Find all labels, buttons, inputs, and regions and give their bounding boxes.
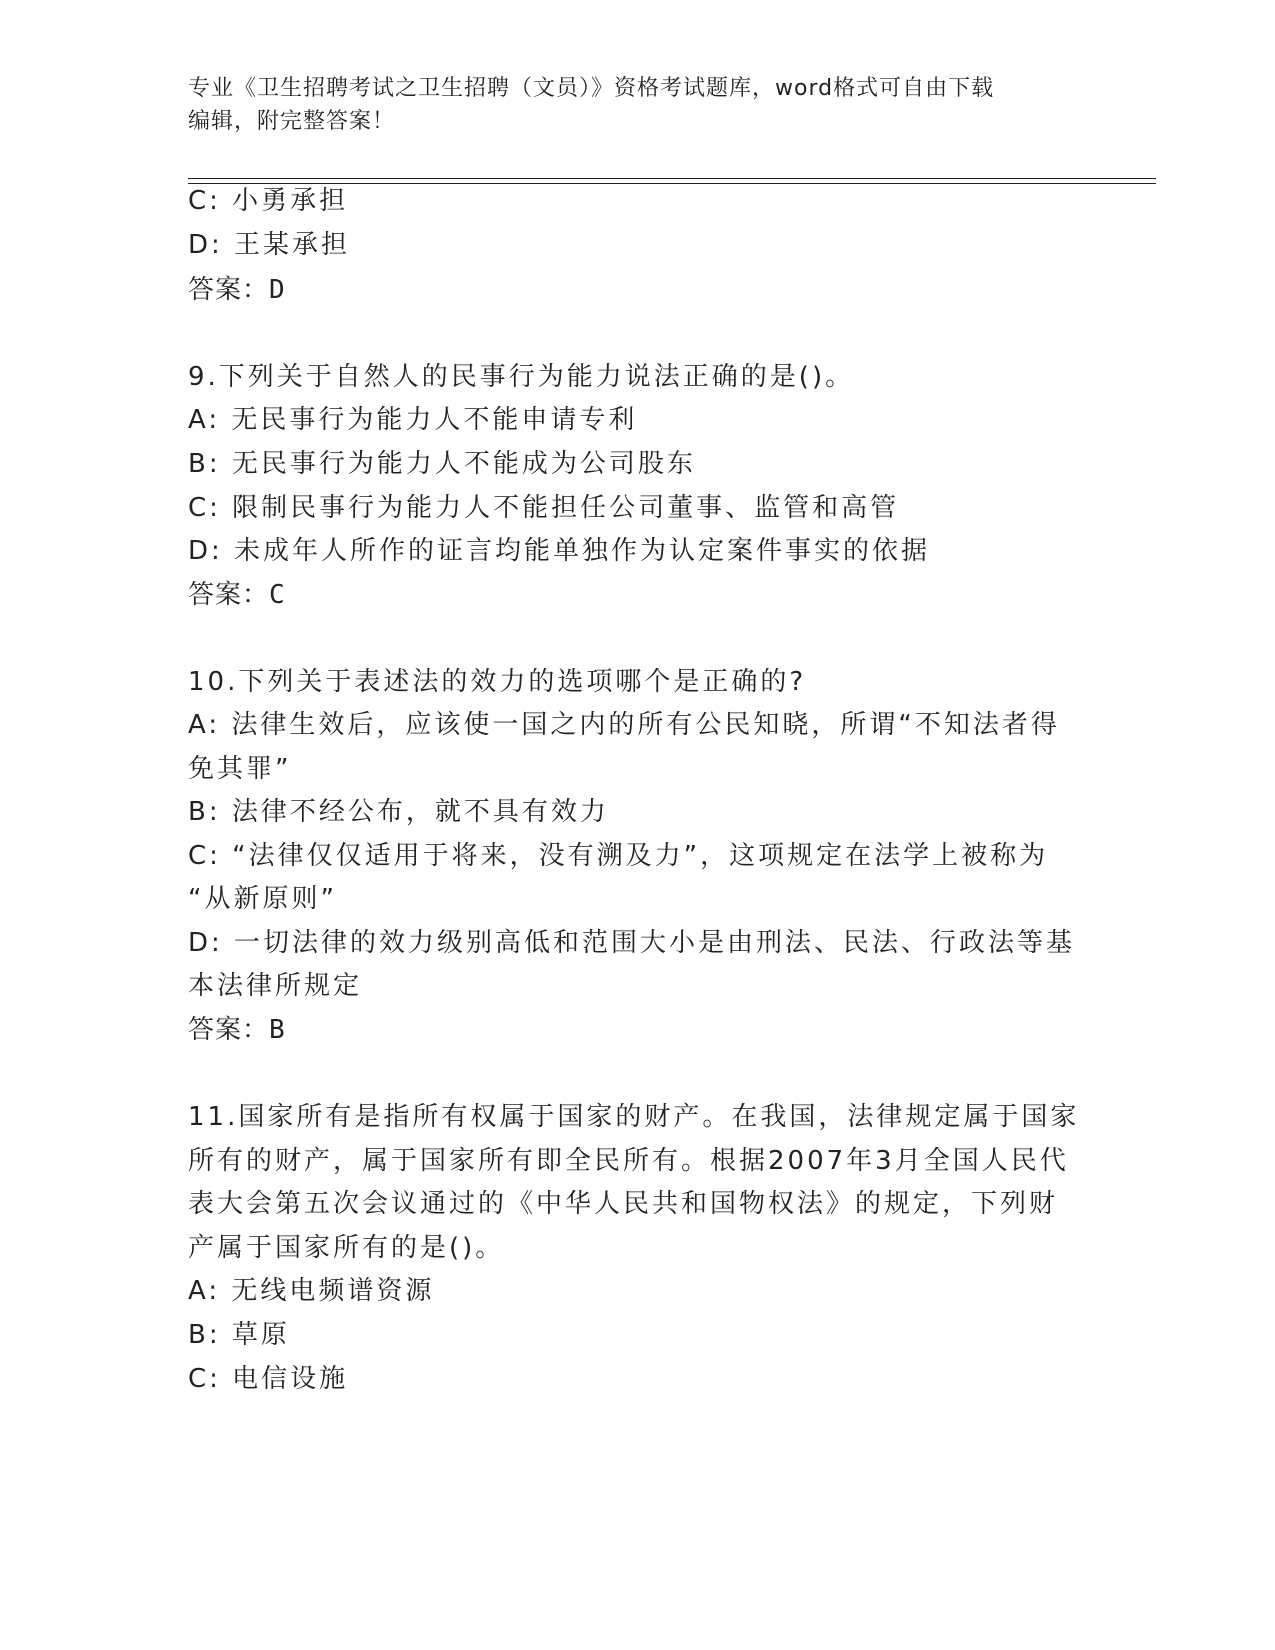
q10-option-c-line-1: C: “法律仅仅适用于将来，没有溯及力”，这项规定在法学上被称为: [188, 841, 1049, 871]
q10-option-b: B: 法律不经公布，就不具有效力: [188, 797, 609, 827]
q10-option-a-line-1: A: 法律生效后，应该使一国之内的所有公民知晓，所谓“不知法者得: [188, 710, 1060, 740]
q9-answer-value: C: [269, 580, 286, 610]
q11-option-a: A: 无线电频谱资源: [188, 1276, 435, 1306]
document-header: [188, 72, 1068, 138]
q8-option-c: C: 小勇承担: [188, 186, 349, 216]
q9-question: 9.下列关于自然人的民事行为能力说法正确的是()。: [188, 362, 855, 392]
q10-answer-value: B: [269, 1015, 286, 1045]
q10-option-a-line-2: 免其罪”: [188, 754, 292, 784]
header-line-1: 专业《卫生招聘考试之卫生招聘（文员）》资格考试题库，word格式可自由下载: [188, 76, 995, 101]
header-line-2: 编辑，附完整答案！: [188, 109, 396, 134]
q11-question-line-4: 产属于国家所有的是()。: [188, 1233, 505, 1263]
q9-option-d: D: 未成年人所作的证言均能单独作为认定案件事实的依据: [188, 536, 931, 566]
q8-answer: [188, 275, 286, 305]
q8-answer-value: D: [269, 275, 286, 305]
q11-option-b: B: 草原: [188, 1320, 290, 1350]
q9-option-a: A: 无民事行为能力人不能申请专利: [188, 405, 638, 435]
q11-option-c: C: 电信设施: [188, 1364, 349, 1394]
q10-option-d-line-2: 本法律所规定: [188, 971, 363, 1001]
q10-answer-label: 答案：: [188, 1015, 270, 1045]
header-divider-top: [188, 178, 1156, 179]
q9-option-b: B: 无民事行为能力人不能成为公司股东: [188, 449, 696, 479]
q10-option-d-line-1: D: 一切法律的效力级别高低和范围大小是由刑法、民法、行政法等基: [188, 928, 1076, 958]
header-divider-bottom: [188, 183, 1156, 184]
q9-answer-label: 答案：: [188, 580, 270, 610]
q8-option-d: D: 王某承担: [188, 230, 351, 260]
q10-answer: [188, 1015, 286, 1045]
q11-question-line-3: 表大会第五次会议通过的《中华人民共和国物权法》的规定，下列财: [188, 1189, 1059, 1219]
q8-answer-label: 答案：: [188, 275, 270, 305]
q11-question-line-2: 所有的财产，属于国家所有即全民所有。根据2007年3月全国人民代: [188, 1146, 1069, 1176]
q10-question: 10.下列关于表述法的效力的选项哪个是正确的?: [188, 667, 807, 697]
q10-option-c-line-2: “从新原则”: [188, 884, 337, 914]
q9-answer: [188, 580, 286, 610]
q11-question-line-1: 11.国家所有是指所有权属于国家的财产。在我国，法律规定属于国家: [188, 1102, 1080, 1132]
q9-option-c: C: 限制民事行为能力人不能担任公司董事、监管和高管: [188, 493, 900, 523]
